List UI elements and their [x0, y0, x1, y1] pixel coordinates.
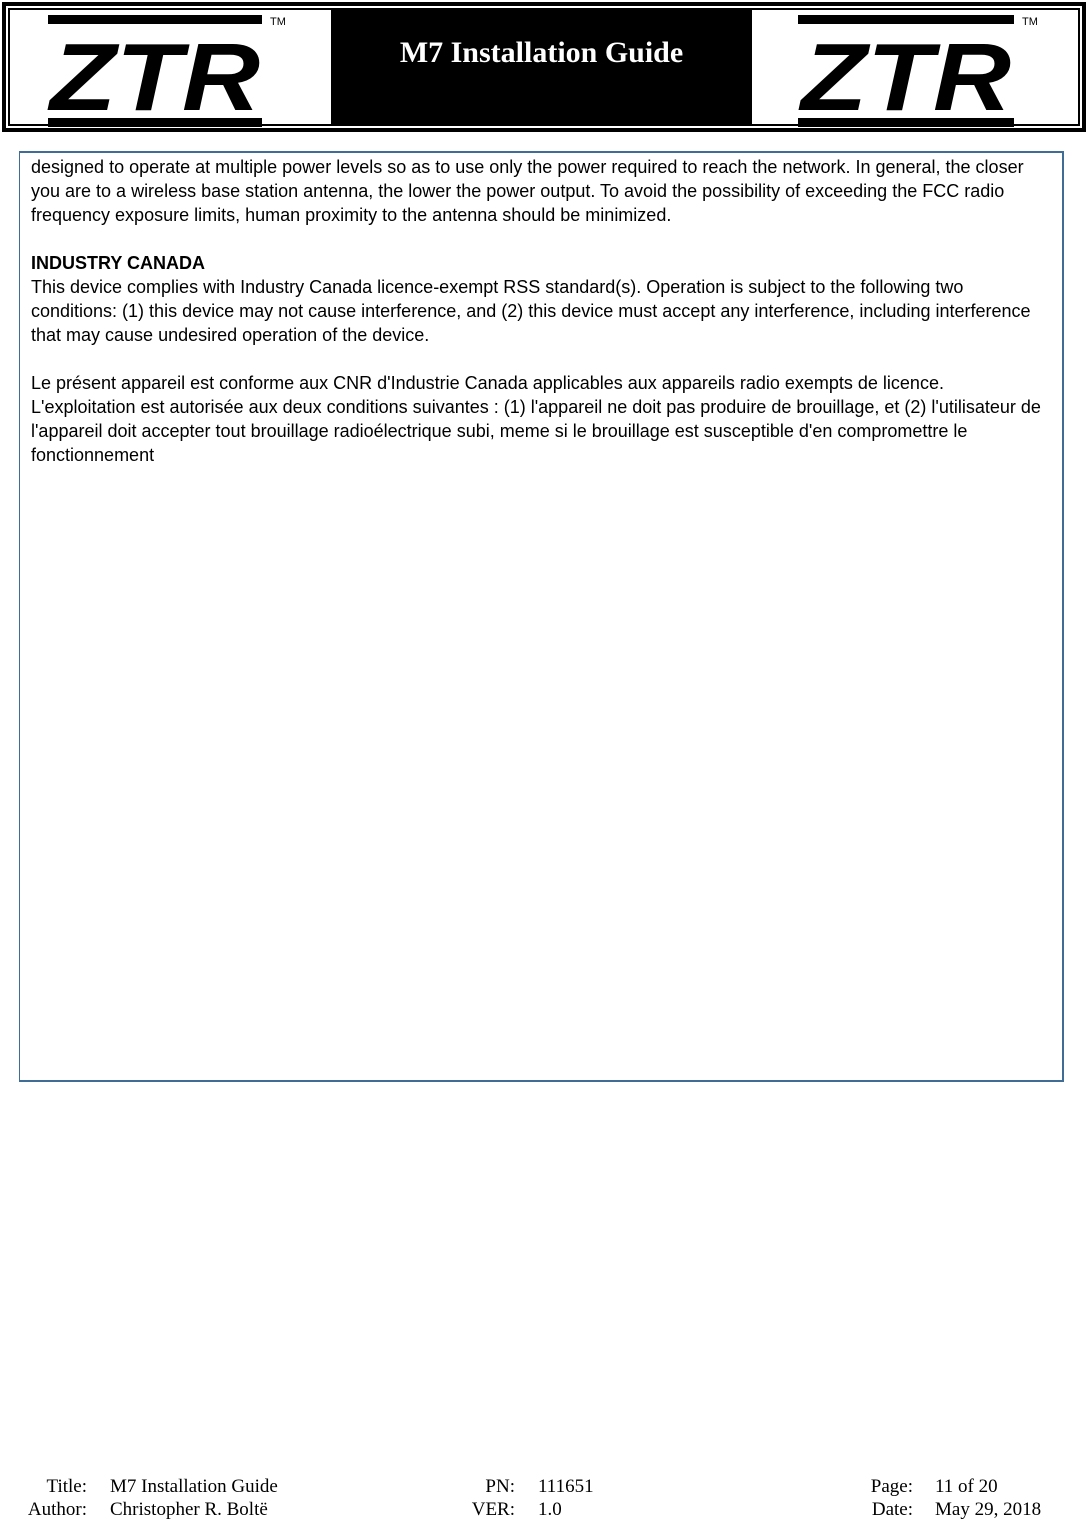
- ztr-logo-left: [10, 10, 331, 132]
- logo-text: ZTR: [797, 24, 1011, 131]
- ztr-logo-right: [752, 10, 1079, 132]
- left-logo-cell: [10, 10, 331, 131]
- spacer: [31, 347, 1052, 371]
- pn-value: 111651: [538, 1476, 594, 1497]
- content-box: [19, 151, 1064, 1082]
- header-title: M7 Installation Guide: [399, 36, 684, 69]
- logo-top-bar: [48, 15, 262, 24]
- ver-label: VER:: [471, 1499, 515, 1520]
- page-label: Page:: [870, 1476, 913, 1497]
- trademark-mark: TM: [1022, 16, 1038, 28]
- title-cell: [331, 10, 751, 124]
- section-heading: INDUSTRY CANADA: [31, 253, 206, 273]
- fcc-exposure-paragraph: designed to operate at multiple power levels so as to use only the power required to reach the network. In general, the closer you are to a wireless base station antenna, the lower the power output. To avoid the possibility of exceeding the FCC radio frequency exposure limits, human proximity to the antenna should be minimized.: [31, 157, 1024, 225]
- ver-value: 1.0: [538, 1499, 562, 1520]
- logo-top-bar: [798, 15, 1014, 24]
- right-logo-cell: [751, 10, 1078, 131]
- logo-text: ZTR: [46, 24, 260, 131]
- footer-row: [0, 1498, 1088, 1521]
- document-header: [2, 2, 1086, 132]
- author-value: Christopher R. Boltë: [110, 1499, 268, 1520]
- date-label: Date:: [871, 1499, 913, 1520]
- ic-french-paragraph: Le présent appareil est conforme aux CNR d'Industrie Canada applicables aux appareils radio exempts de licence. L'exploitation est autorisée aux deux conditions suivantes : (1) l'appareil ne doit pas produire de brouillage, et (2) l'utilisateur de l'appareil doit accepter tout brouillage radioélectrique subi, meme si le brouillage est susceptible d'en compromettre le fonctionnement: [31, 373, 1041, 465]
- ic-compliance-paragraph: This device complies with Industry Canada licence-exempt RSS standard(s). Operation is subject to the following two conditions: (1) this device may not cause interference, and (2) this device must accept any interference, including interference that may cause undesired operation of the device.: [31, 277, 1031, 345]
- header-table: [8, 8, 1080, 131]
- date-value: May 29, 2018: [935, 1499, 1042, 1520]
- page-number: 11 of 20: [935, 1476, 998, 1497]
- title-value: M7 Installation Guide: [110, 1476, 278, 1497]
- pn-label: PN:: [485, 1476, 515, 1497]
- title-label: Title:: [46, 1476, 87, 1497]
- trademark-mark: TM: [270, 16, 286, 28]
- spacer: [31, 227, 1052, 251]
- author-label: Author:: [27, 1499, 87, 1520]
- footer-row: [0, 1475, 1088, 1498]
- document-footer: [0, 1474, 1088, 1522]
